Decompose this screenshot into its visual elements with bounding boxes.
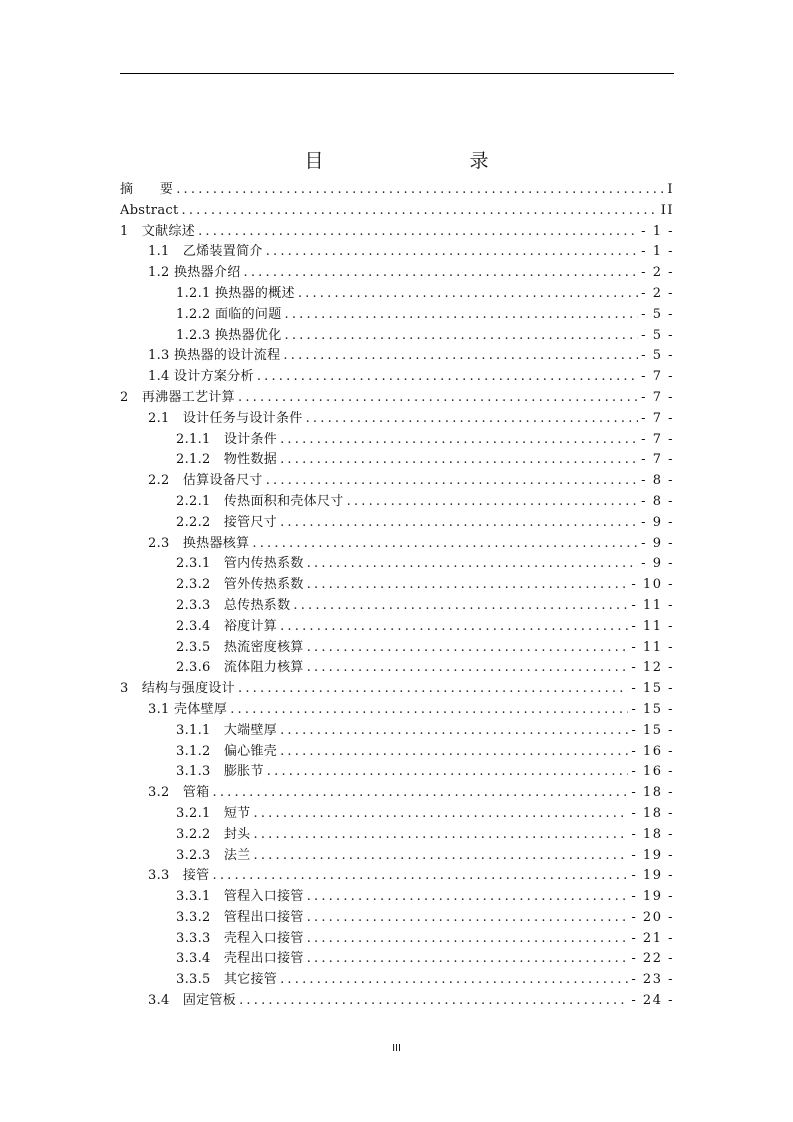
toc-dot-leader [212, 783, 628, 804]
toc-entry-label: 2.3 换热器核算 [148, 535, 250, 551]
toc-entry-label: 1 文献综述 [120, 223, 196, 239]
toc-entry-label: 2.3.3 总传热系数 [176, 597, 291, 613]
toc-entry[interactable] [120, 554, 674, 575]
toc-dot-leader [285, 305, 639, 326]
toc-entry-label: Abstract [120, 202, 179, 218]
toc-entry-page: - 19 - [631, 868, 674, 884]
toc-entry-label: 3.3.4 壳程出口接管 [176, 951, 304, 967]
toc-dot-leader [347, 492, 639, 513]
toc-entry-label: 3.1 壳体壁厚 [148, 701, 228, 717]
toc-entry[interactable] [120, 991, 674, 1012]
toc-dot-leader [283, 346, 638, 367]
toc-entry[interactable] [120, 908, 674, 929]
toc-entry[interactable] [120, 513, 674, 534]
toc-entry-label: 3.1.2 偏心锥壳 [176, 743, 278, 759]
toc-entry-label: 2.1.2 物性数据 [176, 452, 278, 468]
toc-entry[interactable] [120, 346, 674, 367]
toc-entry[interactable] [120, 367, 674, 388]
toc-dot-leader [176, 180, 664, 201]
toc-dot-leader [267, 762, 629, 783]
toc-dot-leader [307, 949, 629, 970]
toc-entry-page: - 7 - [641, 369, 674, 385]
toc-dot-leader [238, 388, 638, 409]
toc-entry-page: - 1 - [641, 244, 674, 260]
toc-entry-label: 3.3.2 管程出口接管 [176, 909, 304, 925]
toc-dot-leader [307, 575, 629, 596]
toc-entry-page: - 15 - [631, 681, 674, 697]
toc-entry[interactable] [120, 887, 674, 908]
toc-dot-leader [307, 887, 629, 908]
header-rule [120, 73, 674, 74]
page-title: 目 录 [304, 150, 525, 172]
toc-entry-page: - 9 - [641, 514, 674, 530]
toc-entry-page: - 15 - [631, 701, 674, 717]
toc-dot-leader [280, 450, 638, 471]
toc-entry-label: 1.2 换热器介绍 [148, 265, 241, 281]
toc-entry[interactable] [120, 970, 674, 991]
toc-entry-page: - 18 - [631, 805, 674, 821]
toc-entry-label: 1.1 乙烯装置简介 [148, 244, 263, 260]
toc-entry-label: 1.3 换热器的设计流程 [148, 348, 281, 364]
toc-entry-page: - 16 - [631, 764, 674, 780]
toc-entry-label: 1.2.1 换热器的概述 [176, 285, 295, 301]
toc-entry-page: - 1 - [641, 223, 674, 239]
toc-entry[interactable] [120, 804, 674, 825]
toc-entry-page: - 18 - [631, 826, 674, 842]
toc-entry-label: 3.4 固定管板 [148, 993, 237, 1009]
toc-entry[interactable] [120, 492, 674, 513]
toc-entry-page: - 19 - [631, 847, 674, 863]
toc-entry-label: 3.2.2 封头 [176, 826, 251, 842]
toc-entry-page: - 11 - [631, 639, 674, 655]
toc-entry[interactable] [120, 222, 674, 243]
toc-entry-label: 2.3.5 热流密度核算 [176, 639, 304, 655]
toc-dot-leader [257, 367, 638, 388]
toc-dot-leader [280, 617, 628, 638]
toc-entry[interactable] [120, 430, 674, 451]
toc-entry-page: - 7 - [641, 389, 674, 405]
toc-entry[interactable] [120, 679, 674, 700]
toc-entry-label: 3 结构与强度设计 [120, 681, 235, 697]
toc-dot-leader [266, 242, 638, 263]
toc-entry-label: 2.3.6 流体阻力核算 [176, 660, 304, 676]
toc-dot-leader [230, 700, 628, 721]
toc-entry-page: - 8 - [641, 493, 674, 509]
toc-entry[interactable] [120, 638, 674, 659]
toc-dot-leader [307, 554, 638, 575]
toc-entry-page: - 24 - [631, 993, 674, 1009]
toc-dot-leader [280, 513, 638, 534]
toc-entry-label: 3.1.1 大端壁厚 [176, 722, 278, 738]
toc-entry[interactable] [120, 617, 674, 638]
toc-entry[interactable] [120, 721, 674, 742]
toc-dot-leader [298, 284, 638, 305]
toc-entry-page: - 9 - [641, 535, 674, 551]
toc-entry-page: - 7 - [641, 410, 674, 426]
toc-entry-page: - 22 - [631, 951, 674, 967]
toc-entry-page: - 11 - [631, 618, 674, 634]
toc-entry-page: - 9 - [641, 556, 674, 572]
toc-dot-leader [285, 326, 639, 347]
toc-entry-page: - 2 - [641, 285, 674, 301]
toc-entry[interactable] [120, 700, 674, 721]
toc-entry-label: 3.2 管箱 [148, 785, 210, 801]
toc-dot-leader [253, 825, 628, 846]
toc-entry[interactable] [120, 450, 674, 471]
toc-entry-label: 2.2.2 接管尺寸 [176, 514, 278, 530]
toc-entry[interactable] [120, 575, 674, 596]
toc-entry[interactable] [120, 263, 674, 284]
page-number: III [392, 1043, 401, 1054]
toc-entry-page: - 16 - [631, 743, 674, 759]
toc-dot-leader [266, 471, 638, 492]
toc-entry[interactable] [120, 180, 674, 201]
toc-entry-page: - 7 - [641, 452, 674, 468]
toc-dot-leader [253, 846, 628, 867]
toc-entry-page: - 11 - [631, 597, 674, 613]
table-of-contents [120, 180, 674, 1012]
toc-dot-leader [198, 222, 638, 243]
toc-entry-label: 3.1.3 膨胀节 [176, 764, 264, 780]
toc-entry-label: 2.1 设计任务与设计条件 [148, 410, 303, 426]
toc-entry[interactable] [120, 471, 674, 492]
toc-entry-page: - 5 - [641, 306, 674, 322]
toc-entry-page: - 8 - [641, 473, 674, 489]
toc-entry-label: 3.2.3 法兰 [176, 847, 251, 863]
toc-entry[interactable] [120, 326, 674, 347]
toc-entry-label: 3.3 接管 [148, 868, 210, 884]
toc-entry-page: - 19 - [631, 889, 674, 905]
toc-entry[interactable] [120, 866, 674, 887]
toc-dot-leader [307, 638, 629, 659]
toc-dot-leader [307, 908, 629, 929]
toc-entry-label: 1.4 设计方案分析 [148, 369, 254, 385]
toc-entry[interactable] [120, 783, 674, 804]
toc-entry-label: 摘 要 [120, 182, 174, 197]
toc-entry-label: 2 再沸器工艺计算 [120, 389, 235, 405]
toc-entry[interactable] [120, 846, 674, 867]
toc-entry[interactable] [120, 284, 674, 305]
toc-dot-leader [244, 263, 639, 284]
toc-dot-leader [239, 991, 628, 1012]
toc-entry-label: 3.3.3 壳程入口接管 [176, 930, 304, 946]
toc-entry-label: 2.1.1 设计条件 [176, 431, 278, 447]
toc-entry-page: I [667, 182, 674, 197]
toc-dot-leader [252, 534, 638, 555]
toc-entry[interactable] [120, 388, 674, 409]
toc-entry[interactable] [120, 409, 674, 430]
toc-entry-label: 1.2.3 换热器优化 [176, 327, 282, 343]
toc-entry-label: 2.3.4 裕度计算 [176, 618, 278, 634]
toc-entry-page: II [660, 202, 674, 218]
toc-entry-label: 2.2.1 传热面积和壳体尺寸 [176, 493, 344, 509]
toc-entry-label: 2.3.1 管内传热系数 [176, 556, 304, 572]
toc-dot-leader [307, 658, 629, 679]
toc-entry-label: 3.3.1 管程入口接管 [176, 889, 304, 905]
toc-dot-leader [293, 596, 628, 617]
toc-entry-page: - 10 - [631, 577, 674, 593]
toc-entry-page: - 2 - [641, 265, 674, 281]
toc-entry[interactable] [120, 658, 674, 679]
toc-entry[interactable] [120, 929, 674, 950]
toc-entry-page: - 20 - [631, 909, 674, 925]
toc-dot-leader [280, 970, 628, 991]
toc-dot-leader [238, 679, 628, 700]
toc-entry-label: 1.2.2 面临的问题 [176, 306, 282, 322]
toc-entry[interactable] [120, 825, 674, 846]
toc-entry[interactable] [120, 742, 674, 763]
toc-entry-page: - 5 - [641, 327, 674, 343]
toc-entry-page: - 7 - [641, 431, 674, 447]
toc-entry-label: 2.2 估算设备尺寸 [148, 473, 263, 489]
toc-entry-page: - 15 - [631, 722, 674, 738]
toc-dot-leader [280, 721, 628, 742]
toc-entry[interactable] [120, 242, 674, 263]
toc-entry[interactable] [120, 762, 674, 783]
toc-entry[interactable] [120, 201, 674, 222]
toc-entry-page: - 21 - [631, 930, 674, 946]
toc-entry-page: - 18 - [631, 785, 674, 801]
toc-dot-leader [280, 430, 638, 451]
toc-dot-leader [307, 929, 629, 950]
toc-dot-leader [181, 201, 657, 222]
toc-entry-page: - 12 - [631, 660, 674, 676]
toc-entry-label: 3.2.1 短节 [176, 805, 251, 821]
toc-dot-leader [253, 804, 628, 825]
toc-entry[interactable] [120, 534, 674, 555]
toc-entry-label: 2.3.2 管外传热系数 [176, 577, 304, 593]
toc-entry[interactable] [120, 305, 674, 326]
toc-entry-page: - 5 - [641, 348, 674, 364]
toc-entry-page: - 23 - [631, 972, 674, 988]
toc-entry[interactable] [120, 596, 674, 617]
toc-dot-leader [212, 866, 628, 887]
toc-dot-leader [306, 409, 639, 430]
toc-entry-label: 3.3.5 其它接管 [176, 972, 278, 988]
toc-entry[interactable] [120, 949, 674, 970]
toc-dot-leader [280, 742, 628, 763]
